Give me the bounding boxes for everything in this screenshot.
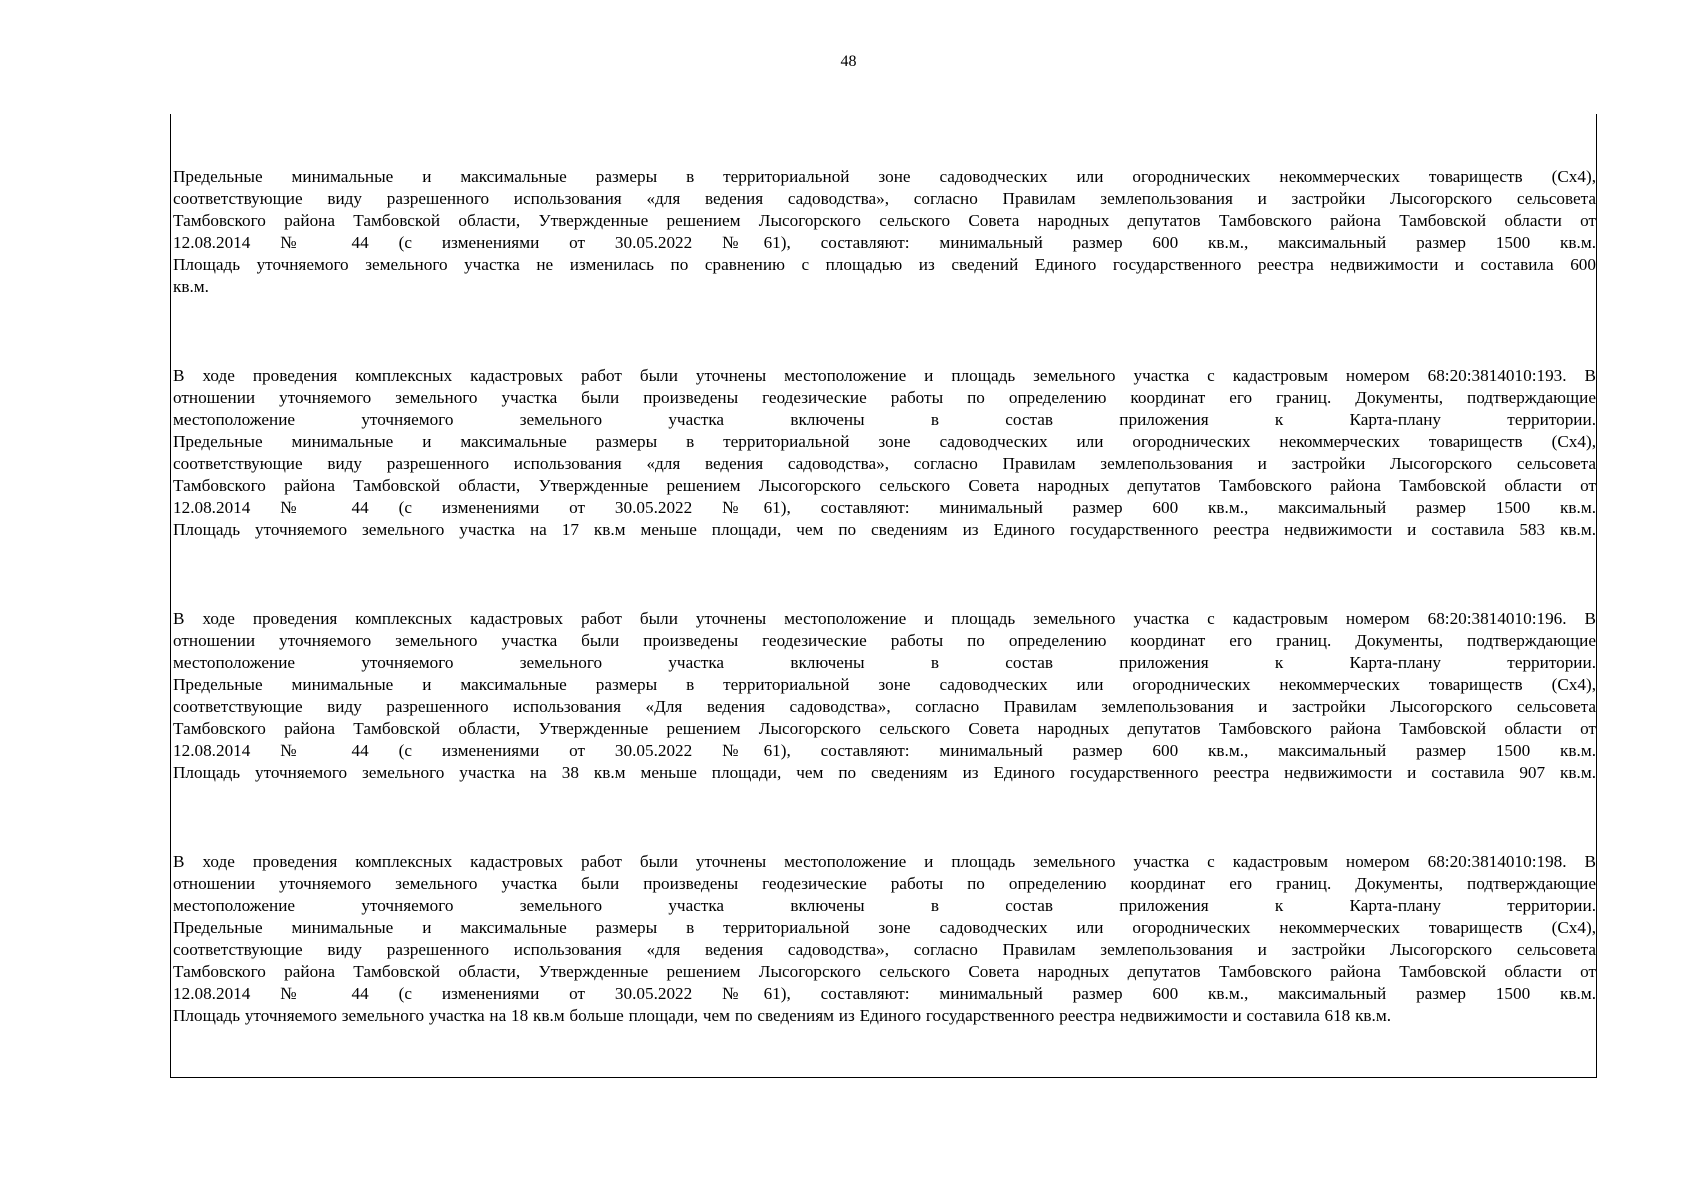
paragraph-line: Предельные минимальные и максимальные размеры в территориальной зоне садоводческих или огороднических некоммерческих товариществ (Сх4), xyxy=(173,167,1596,186)
paragraph-line: В ходе проведения комплексных кадастровых работ были уточнены местоположение и площадь земельного участка с кадастровым номером 68:20:3814010:198. В xyxy=(173,852,1596,871)
paragraph-line: В ходе проведения комплексных кадастровых работ были уточнены местоположение и площадь земельного участка с кадастровым номером 68:20:3814010:196. В xyxy=(173,609,1596,628)
paragraph-line: местоположение уточняемого земельного участка включены в состав приложения к Карта-плану территории. xyxy=(173,896,1596,915)
paragraph-line: Предельные минимальные и максимальные размеры в территориальной зоне садоводческих или огороднических некоммерческих товариществ (Сх4), xyxy=(173,918,1596,937)
paragraph-line: соответствующие виду разрешенного использования «для ведения садоводства», согласно Правилам землепользования и застройки Лысогорского сельсовета xyxy=(173,189,1596,208)
paragraph-line: 12.08.2014 № 44 (с изменениями от 30.05.2022 №61), составляют: минимальный размер 600 кв.м., максимальный размер 1500 кв.м. xyxy=(173,498,1596,517)
paragraph-line: 12.08.2014 № 44 (с изменениями от 30.05.2022 №61), составляют: минимальный размер 600 кв.м., максимальный размер 1500 кв.м. xyxy=(173,233,1596,252)
paragraph-line: Тамбовского района Тамбовской области, Утвержденные решением Лысогорского сельского Совета народных депутатов Тамбовского района Тамбовской области от xyxy=(173,476,1596,495)
paragraph-line: 12.08.2014 № 44 (с изменениями от 30.05.2022 №61), составляют: минимальный размер 600 кв.м., максимальный размер 1500 кв.м. xyxy=(173,984,1596,1003)
paragraph-3 xyxy=(173,608,1596,784)
paragraph-line: соответствующие виду разрешенного использования «для ведения садоводства», согласно Правилам землепользования и застройки Лысогорского сельсовета xyxy=(173,940,1596,959)
paragraph-line: Тамбовского района Тамбовской области, Утвержденные решением Лысогорского сельского Совета народных депутатов Тамбовского района Тамбовской области от xyxy=(173,211,1596,230)
paragraph-line: Площадь уточняемого земельного участка на 18 кв.м больше площади, чем по сведениям из Единого государственного реестра недвижимости и составила 618 кв.м. xyxy=(173,1006,1392,1025)
paragraph-line: Предельные минимальные и максимальные размеры в территориальной зоне садоводческих или огороднических некоммерческих товариществ (Сх4), xyxy=(173,432,1596,451)
paragraph-line: 12.08.2014 № 44 (с изменениями от 30.05.2022 №61), составляют: минимальный размер 600 кв.м., максимальный размер 1500 кв.м. xyxy=(173,741,1596,760)
paragraph-line: соответствующие виду разрешенного использования «для ведения садоводства», согласно Правилам землепользования и застройки Лысогорского сельсовета xyxy=(173,454,1596,473)
paragraph-line: отношении уточняемого земельного участка были произведены геодезические работы по определению координат его границ. Документы, подтверждающие xyxy=(173,874,1596,893)
paragraph-line: кв.м. xyxy=(173,277,209,296)
paragraph-line: отношении уточняемого земельного участка были произведены геодезические работы по определению координат его границ. Документы, подтверждающие xyxy=(173,388,1596,407)
paragraph-line: Площадь уточняемого земельного участка на 17 кв.м меньше площади, чем по сведениям из Единого государственного реестра недвижимости и составила 583 кв.м. xyxy=(173,520,1596,539)
paragraph-line: В ходе проведения комплексных кадастровых работ были уточнены местоположение и площадь земельного участка с кадастровым номером 68:20:3814010:193. В xyxy=(173,366,1596,385)
paragraph-line: соответствующие виду разрешенного использования «Для ведения садоводства», согласно Правилам землепользования и застройки Лысогорского сельсовета xyxy=(173,697,1596,716)
page-number: 48 xyxy=(840,53,857,70)
paragraph-line: Площадь уточняемого земельного участка на 38 кв.м меньше площади, чем по сведениям из Единого государственного реестра недвижимости и составила 907 кв.м. xyxy=(173,763,1596,782)
paragraph-line: Тамбовского района Тамбовской области, Утвержденные решением Лысогорского сельского Совета народных депутатов Тамбовского района Тамбовской области от xyxy=(173,719,1596,738)
paragraph-1 xyxy=(173,166,1596,298)
paragraph-line: отношении уточняемого земельного участка были произведены геодезические работы по определению координат его границ. Документы, подтверждающие xyxy=(173,631,1596,650)
paragraph-4 xyxy=(173,851,1596,1027)
paragraph-line: местоположение уточняемого земельного участка включены в состав приложения к Карта-плану территории. xyxy=(173,410,1596,429)
paragraph-line: Площадь уточняемого земельного участка не изменилась по сравнению с площадью из сведений Единого государственного реестра недвижимости и составила 600 xyxy=(173,255,1596,274)
paragraph-line: местоположение уточняемого земельного участка включены в состав приложения к Карта-плану территории. xyxy=(173,653,1596,672)
paragraph-line: Тамбовского района Тамбовской области, Утвержденные решением Лысогорского сельского Совета народных депутатов Тамбовского района Тамбовской области от xyxy=(173,962,1596,981)
paragraph-2 xyxy=(173,365,1596,541)
paragraph-line: Предельные минимальные и максимальные размеры в территориальной зоне садоводческих или огороднических некоммерческих товариществ (Сх4), xyxy=(173,675,1596,694)
